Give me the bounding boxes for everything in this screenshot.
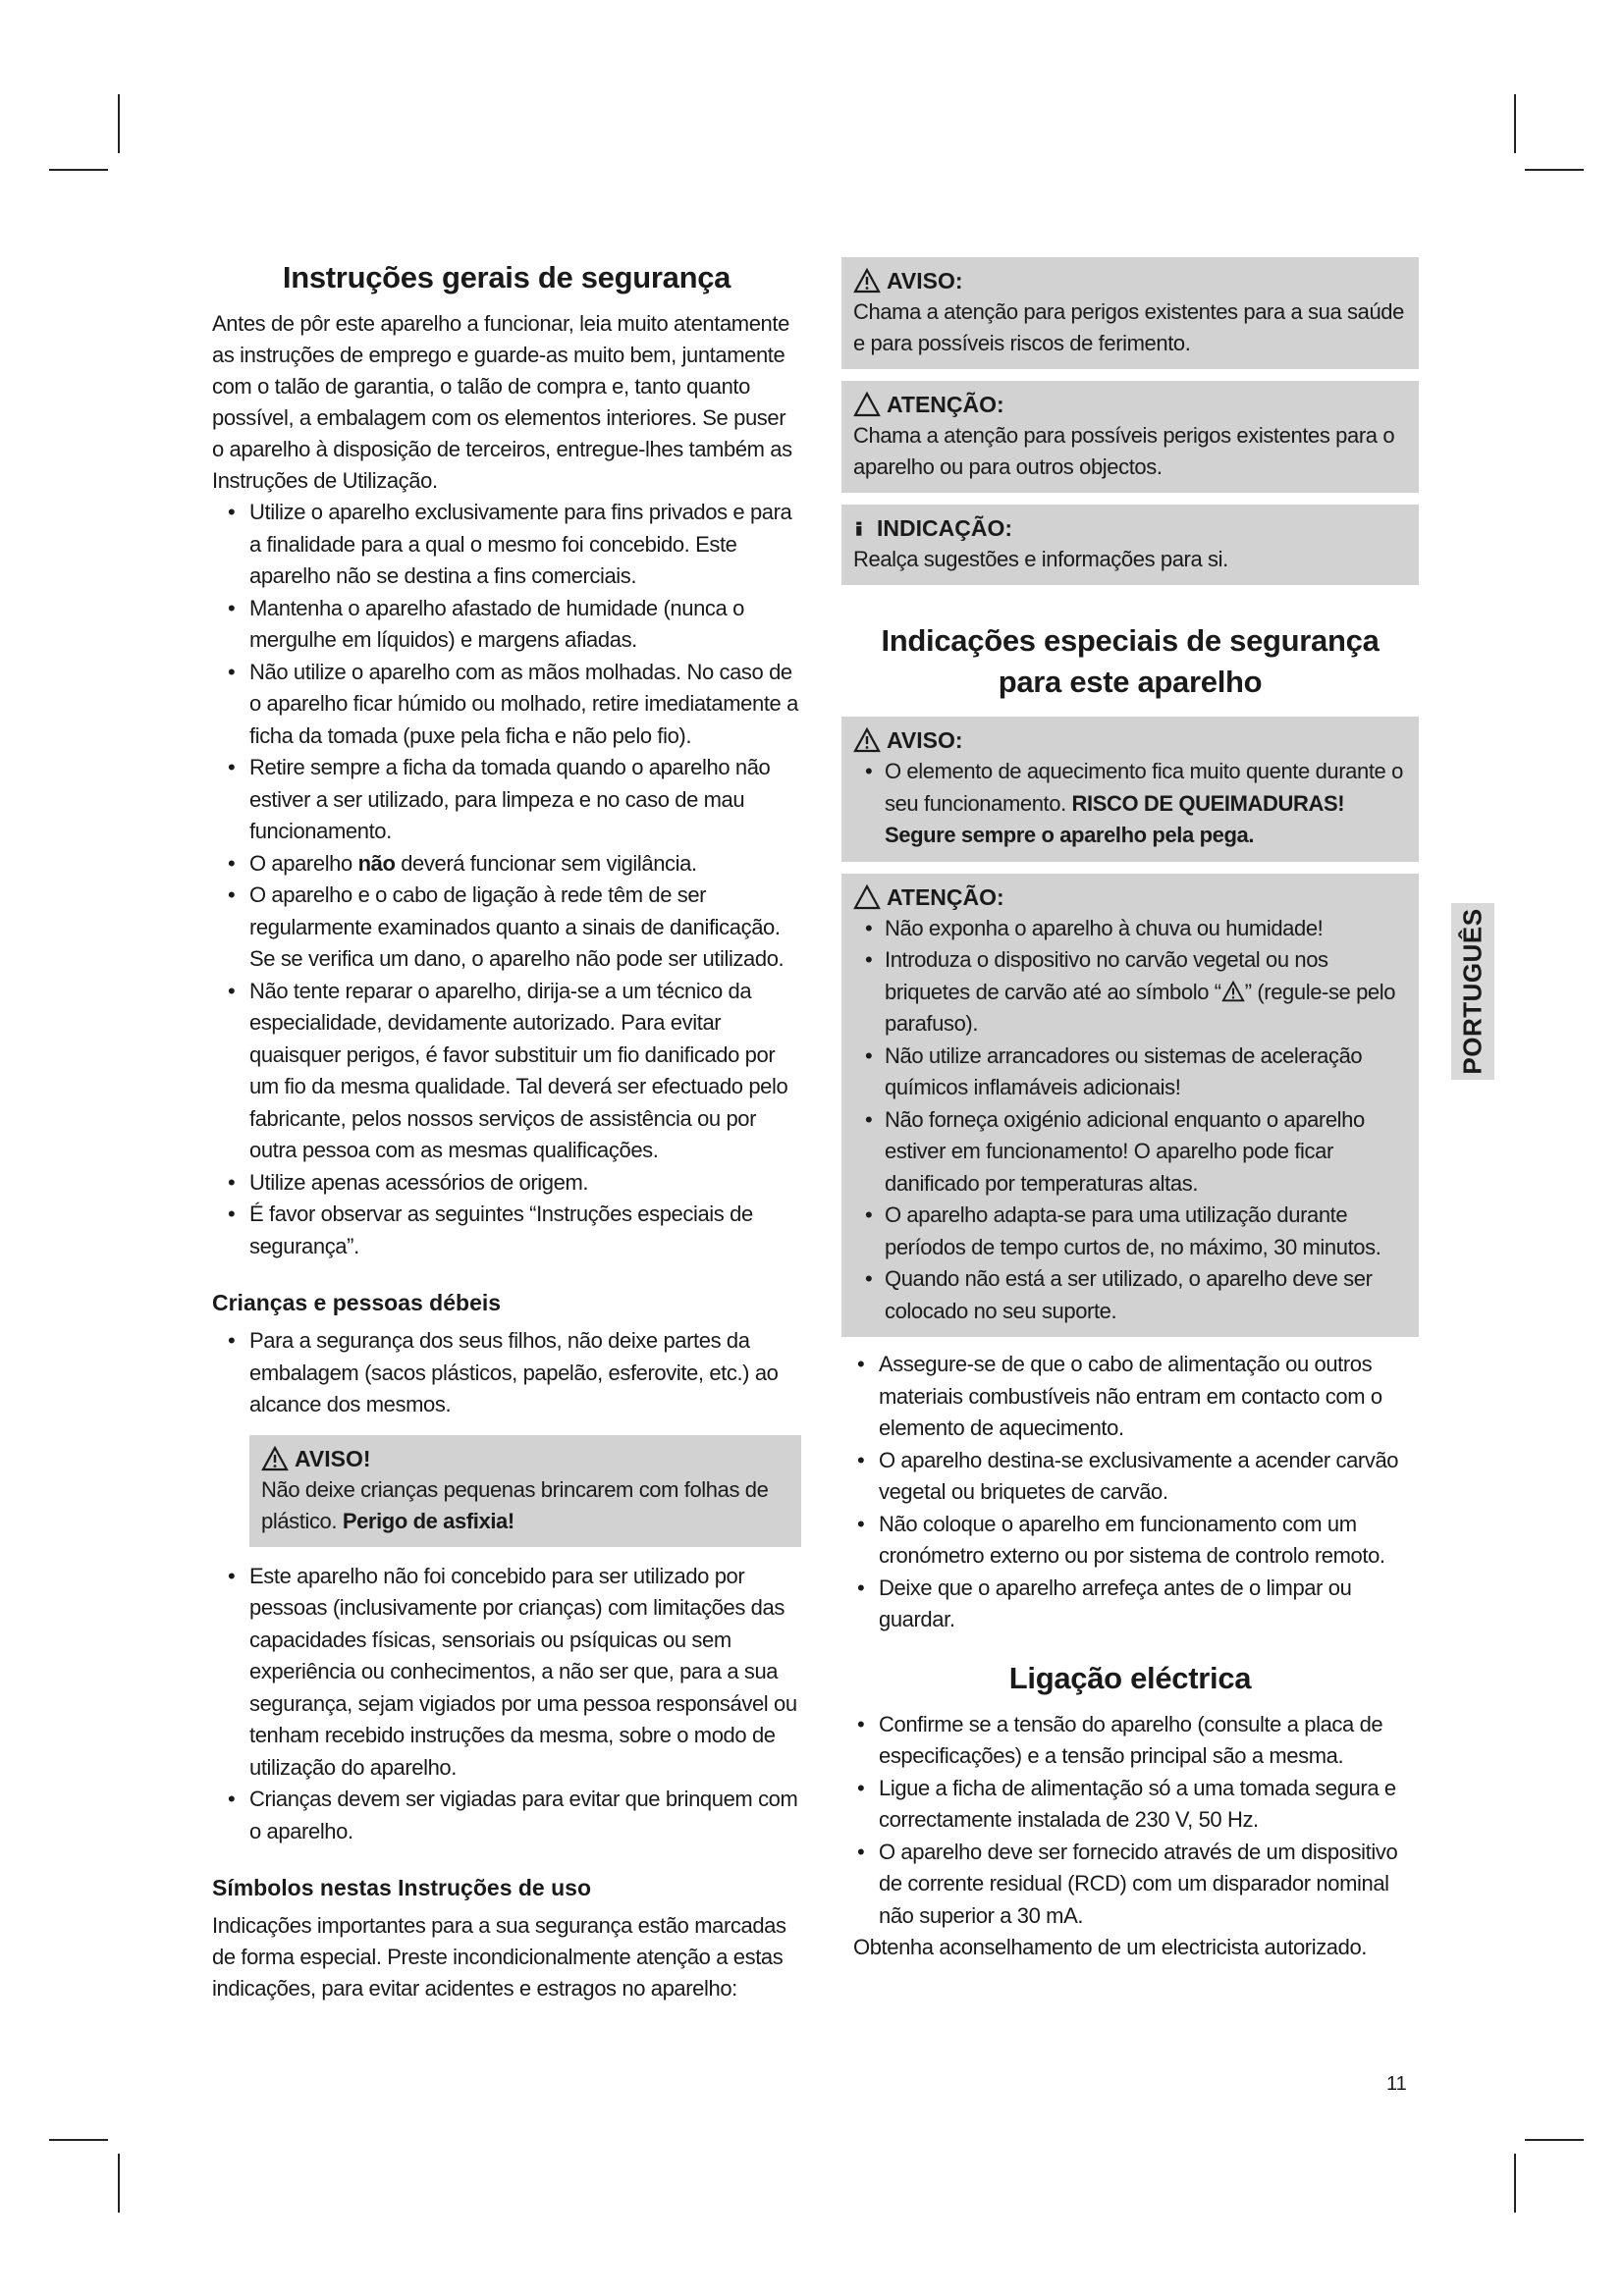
- language-tab-label: PORTUGUÊS: [1457, 908, 1488, 1075]
- list-item: • Confirme se a tensão do aparelho (consulte a placa de especificações) e a tensão principal são a mesma.: [841, 1709, 1419, 1773]
- special-safety-title: Indicações especiais de segurança para este aparelho: [881, 623, 1380, 699]
- list-item: • Mantenha o aparelho afastado de humidade (nunca o mergulhe em líquidos) e margens afiadas.: [212, 593, 801, 657]
- special-aviso-box: [841, 717, 1419, 862]
- list-item: • Utilize apenas acessórios de origem.: [212, 1167, 801, 1200]
- electric-note: Obtenha aconselhamento de um electricista autorizado.: [853, 1935, 1368, 1959]
- special-aviso-title: AVISO:: [887, 727, 963, 753]
- crop-mark: [1514, 2154, 1516, 2213]
- electric-list: [841, 1709, 1419, 1933]
- crop-mark: [118, 94, 120, 153]
- aviso-text: Chama a atenção para perigos existentes para a sua saúde e para possíveis riscos de ferimento.: [853, 299, 1404, 355]
- crop-mark: [49, 2139, 108, 2141]
- list-item: • O aparelho não deverá funcionar sem vigilância.: [212, 848, 801, 881]
- right-column: [841, 257, 1419, 1963]
- crop-mark: [118, 2154, 120, 2213]
- crop-mark: [1525, 2139, 1584, 2141]
- language-tab: [1451, 903, 1494, 1080]
- list-item: • Utilize o aparelho exclusivamente para fins privados e para a finalidade para a qual o mesmo foi concebido. Este aparelho não se destina a fins comerciais.: [212, 497, 801, 593]
- list-item: • Ligue a ficha de alimentação só a uma tomada segura e correctamente instalada de 230 V, 50 Hz.: [841, 1773, 1419, 1837]
- list-item: • É favor observar as seguintes “Instruções especiais de segurança”.: [212, 1199, 801, 1262]
- special-atencao-box: [841, 874, 1419, 1338]
- list-item: • Não exponha o aparelho à chuva ou humidade!: [853, 913, 1407, 945]
- child-warning-box: AVISO! Não deixe crianças pequenas brincarem com folhas de plástico. Perigo de asfixia!: [249, 1435, 801, 1547]
- children-section-title: Crianças e pessoas débeis: [212, 1290, 502, 1315]
- symbols-section-title: Símbolos nestas Instruções de uso: [212, 1875, 591, 1900]
- caution-triangle-icon: [853, 884, 881, 910]
- special-atencao-title: ATENÇÃO:: [887, 883, 1004, 910]
- atencao-title: ATENÇÃO:: [887, 392, 1004, 417]
- atencao-box: [841, 381, 1419, 493]
- warning-triangle-icon: [261, 1446, 289, 1471]
- indicacao-title: INDICAÇÃO:: [877, 515, 1012, 541]
- list-item: • Introduza o dispositivo no carvão vegetal ou nos briquetes de carvão até ao símbolo “ ” (regule-se pelo parafuso).: [853, 944, 1407, 1041]
- list-item: • Não utilize o aparelho com as mãos molhadas. No caso de o aparelho ficar húmido ou molhado, retire imediatamente a ficha da tomada (puxe pela ficha e não pelo fio).: [212, 657, 801, 753]
- aviso-box: [841, 257, 1419, 369]
- caution-triangle-icon: [853, 392, 881, 417]
- aviso-title: AVISO:: [887, 268, 963, 294]
- list-item: • Não forneça oxigénio adicional enquanto o aparelho estiver em funcionamento! O aparelho pode ficar danificado por temperaturas altas.: [853, 1104, 1407, 1201]
- crop-mark: [49, 169, 108, 171]
- child-warning-title: AVISO!: [295, 1445, 371, 1471]
- page-number: 11: [1386, 2073, 1407, 2095]
- list-item: • Este aparelho não foi concebido para ser utilizado por pessoas (inclusivamente por crianças) com limitações das capacidades físicas, sensoriais ou psíquicas ou sem experiência ou conhecimentos, a não ser que, para a sua segurança, sejam vigiados por uma pessoa responsável ou tenham recebido instruções da mesma, sobre o modo de utilização do aparelho.: [212, 1561, 801, 1785]
- warning-triangle-icon: [1221, 981, 1245, 1002]
- symbols-paragraph: Indicações importantes para a sua segurança estão marcadas de forma especial. Preste incondicionalmente atenção a estas indicações, para evitar acidentes e estragos no aparelho:: [212, 1913, 786, 2001]
- list-item: • O aparelho destina-se exclusivamente a acender carvão vegetal ou briquetes de carvão.: [841, 1445, 1419, 1509]
- general-safety-title: Instruções gerais de segurança: [282, 260, 731, 294]
- list-item: • Não utilize arrancadores ou sistemas de aceleração químicos inflamáveis adicionais!: [853, 1041, 1407, 1104]
- list-item: • Não coloque o aparelho em funcionamento com um cronómetro externo ou por sistema de controlo remoto.: [841, 1509, 1419, 1573]
- indicacao-text: Realça sugestões e informações para si.: [853, 547, 1228, 571]
- crop-mark: [1525, 169, 1584, 171]
- warning-triangle-icon: [853, 727, 881, 753]
- intro-paragraph: Antes de pôr este aparelho a funcionar, leia muito atentamente as instruções de emprego e guarde-as muito bem, juntamente com o talão de garantia, o talão de compra e, tanto quanto possível, a embalagem com os elementos interiores. Se puser o aparelho à disposição de terceiros, entregue-lhes também as Instruções de Utilização.: [212, 311, 792, 493]
- atencao-text: Chama a atenção para possíveis perigos existentes para o aparelho ou para outros objectos.: [853, 423, 1395, 479]
- general-safety-list: [212, 497, 801, 1262]
- children-list-2: [212, 1561, 801, 1848]
- list-item: • Não tente reparar o aparelho, dirija-se a um técnico da especialidade, devidamente autorizado. Para evitar quaisquer perigos, é favor substituir um fio danificado por um fio da mesma qualidade. Tal deverá ser efectuado pelo fabricante, pelos nossos serviços de assistência ou por outra pessoa com as mesmas qualificações.: [212, 976, 801, 1167]
- crop-mark: [1514, 94, 1516, 153]
- list-item: • Retire sempre a ficha da tomada quando o aparelho não estiver a ser utilizado, para limpeza e no caso de mau funcionamento.: [212, 752, 801, 848]
- warning-triangle-icon: [853, 268, 881, 294]
- list-item: • O aparelho deve ser fornecido através de um dispositivo de corrente residual (RCD) com um disparador nominal não superior a 30 mA.: [841, 1837, 1419, 1933]
- list-item: • Para a segurança dos seus filhos, não deixe partes da embalagem (sacos plásticos, papelão, esferovite, etc.) ao alcance dos mesmos.: [212, 1325, 801, 1421]
- list-item: • Quando não está a ser utilizado, o aparelho deve ser colocado no seu suporte.: [853, 1263, 1407, 1327]
- list-item: • Deixe que o aparelho arrefeça antes de o limpar ou guardar.: [841, 1573, 1419, 1636]
- list-item: • O aparelho adapta-se para uma utilização durante períodos de tempo curtos de, no máximo, 30 minutos.: [853, 1200, 1407, 1263]
- list-item: • O aparelho e o cabo de ligação à rede têm de ser regularmente examinados quanto a sinais de danificação. Se se verifica um dano, o aparelho não pode ser utilizado.: [212, 880, 801, 976]
- info-icon: [853, 515, 871, 541]
- indicacao-box: [841, 505, 1419, 585]
- children-list: [212, 1325, 801, 1421]
- list-item: • O elemento de aquecimento fica muito quente durante o seu funcionamento. RISCO DE QUEIMADURAS! Segure sempre o aparelho pela pega.: [853, 756, 1407, 852]
- electric-title: Ligação eléctrica: [1008, 1660, 1252, 1695]
- list-item: • Crianças devem ser vigiadas para evitar que brinquem com o aparelho.: [212, 1784, 801, 1847]
- special-safety-list: [841, 1349, 1419, 1636]
- left-column: [212, 257, 801, 2004]
- list-item: • Assegure-se de que o cabo de alimentação ou outros materiais combustíveis não entram em contacto com o elemento de aquecimento.: [841, 1349, 1419, 1445]
